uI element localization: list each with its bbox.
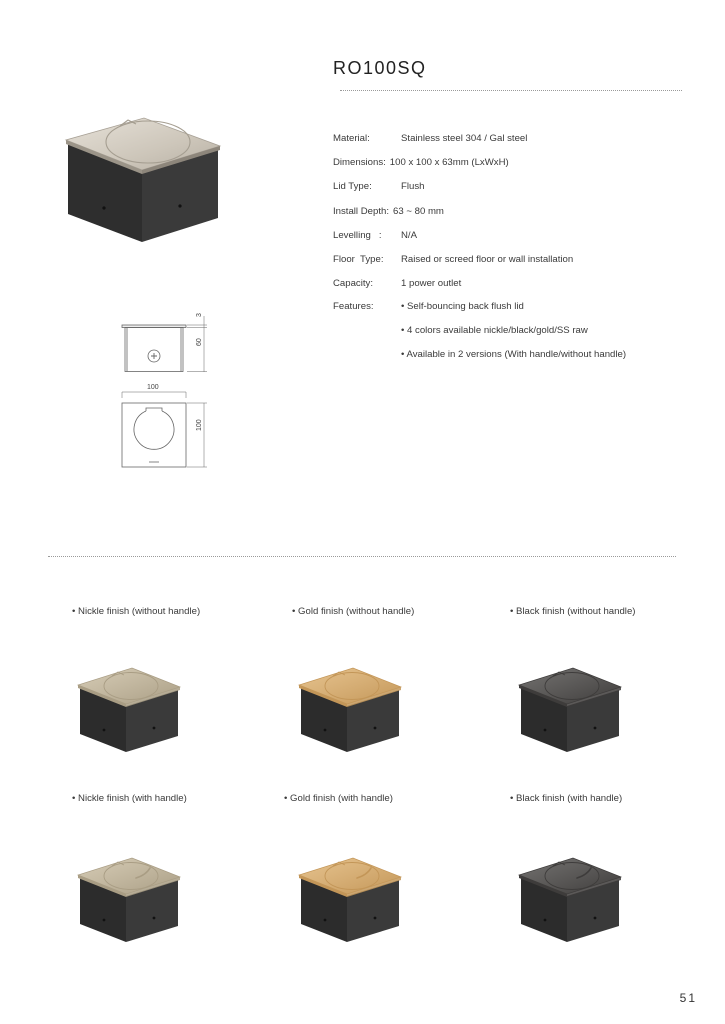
spec-value: N/A <box>401 230 417 241</box>
spec-value: 63 ~ 80 mm <box>393 206 444 217</box>
title-divider <box>340 90 682 91</box>
variant-caption: • Nickle finish (with handle) <box>72 793 187 804</box>
variant-product-image <box>74 652 186 756</box>
spec-value: • Self-bouncing back flush lid <box>401 301 524 312</box>
spec-label: Capacity: <box>333 278 373 289</box>
spec-row <box>333 230 417 241</box>
variant-product-image <box>295 842 407 946</box>
spec-row <box>333 157 509 168</box>
technical-drawing <box>115 312 220 472</box>
spec-row <box>333 206 444 217</box>
spec-value: Flush <box>401 181 425 192</box>
feature-item: • Available in 2 versions (With handle/without handle) <box>401 349 627 360</box>
spec-label: Dimensions: <box>333 157 386 168</box>
top-view <box>122 392 207 467</box>
page-number: 51 <box>679 991 697 1005</box>
spec-label: Lid Type: <box>333 181 372 192</box>
spec-label: Floor Type: <box>333 254 384 265</box>
spec-row <box>333 181 424 192</box>
feature-item: • 4 colors available nickle/black/gold/SS raw <box>401 325 588 336</box>
variant-caption: • Black finish (with handle) <box>510 793 623 804</box>
spec-row <box>333 133 527 144</box>
spec-value: 100 x 100 x 63mm (LxWxH) <box>389 157 509 168</box>
variant-product-image <box>515 842 627 946</box>
dim-label-width: 100 <box>147 384 159 391</box>
dim-label-height: 100 <box>196 419 203 431</box>
variant-caption: • Gold finish (with handle) <box>284 793 393 804</box>
spec-row <box>333 301 524 312</box>
spec-row <box>333 278 461 289</box>
variant-product-image <box>74 842 186 946</box>
spec-value: Raised or screed floor or wall installation <box>401 254 574 265</box>
spec-value: Stainless steel 304 / Gal steel <box>401 133 528 144</box>
spec-value: 1 power outlet <box>401 278 462 289</box>
side-view <box>122 316 207 372</box>
spec-label: Install Depth: <box>333 206 389 217</box>
spec-label: Features: <box>333 301 374 312</box>
variant-caption: • Black finish (without handle) <box>510 606 636 617</box>
spec-label: Levelling : <box>333 230 382 241</box>
dim-label-60: 60 <box>196 338 203 346</box>
main-product-image <box>62 96 228 246</box>
variant-caption: • Nickle finish (without handle) <box>72 606 201 617</box>
spec-row <box>333 254 573 265</box>
variant-product-image <box>515 652 627 756</box>
section-divider <box>48 556 676 557</box>
variant-caption: • Gold finish (without handle) <box>292 606 415 617</box>
dim-label-3: 3 <box>196 313 203 317</box>
product-title: RO100SQ <box>333 58 427 78</box>
spec-label: Material: <box>333 133 370 144</box>
variant-product-image <box>295 652 407 756</box>
